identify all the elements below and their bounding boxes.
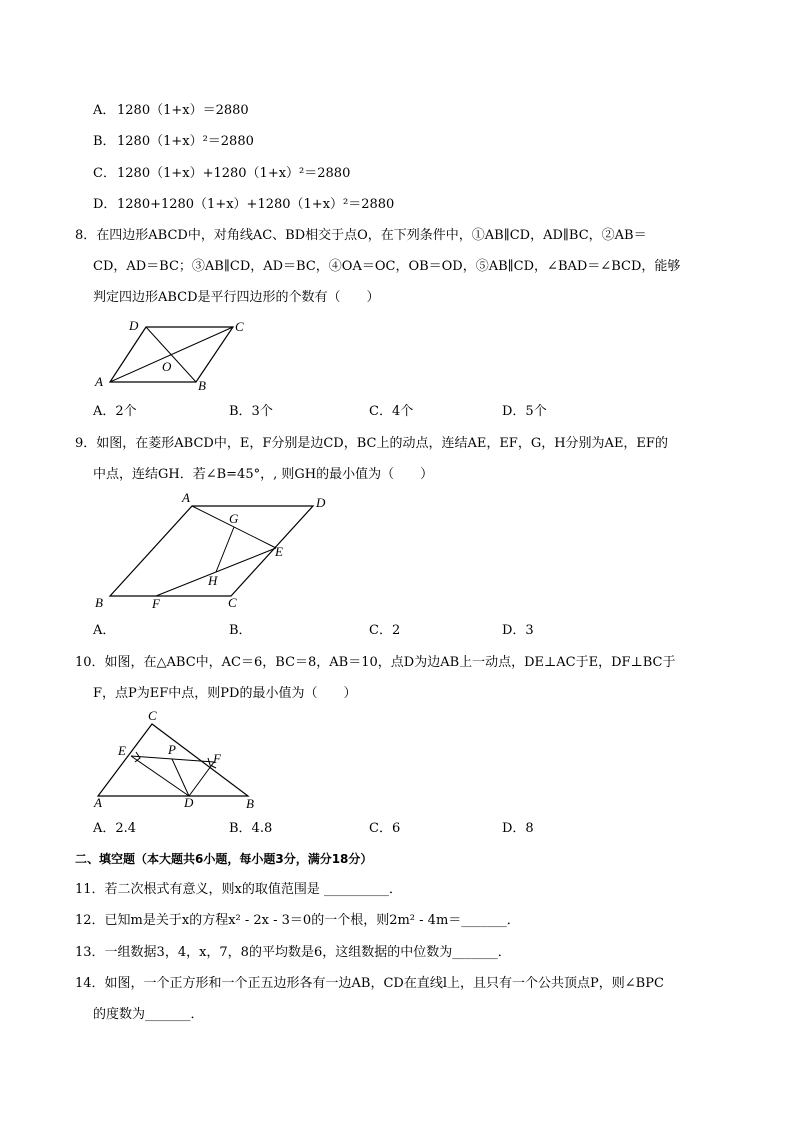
q8-label-o: O <box>162 359 172 374</box>
q9-label-a: A <box>182 490 190 505</box>
q8-label-c: C <box>235 319 244 334</box>
q10-option-b: B．4.8 <box>229 821 273 836</box>
q8-label-a: A <box>95 374 103 389</box>
q9-stem-line-2: 中点，连结GH．若∠B=45°，, 则GH的最小值为（ ） <box>93 467 434 482</box>
q9-stem-line-1: 9．如图，在菱形ABCD中，E，F分别是边CD，BC上的动点，连结AE，EF，G，H分别为AE，EF的 <box>75 436 668 451</box>
q9-label-e: E <box>275 544 283 559</box>
q10-option-c: C．6 <box>369 821 401 836</box>
q7-option-c: C． <box>93 166 116 181</box>
q14-stem-line-1: 14．如图，一个正方形和一个正五边形各有一边AB，CD在直线l上，且只有一个公共顶点P，则∠BPC <box>75 976 664 991</box>
q14-stem-line-2: 的度数为_______． <box>93 1007 204 1022</box>
q9-label-g: G <box>229 511 239 526</box>
q9-option-d: D．3 <box>502 623 534 638</box>
q9-option-c: C．2 <box>369 623 401 638</box>
q8-option-c: C．4个 <box>369 404 414 419</box>
section-2-heading: 二、填空题（本大题共6小题，每小题3分，满分18分） <box>75 852 373 866</box>
q8-stem-line-3: 判定四边形ABCD是平行四边形的个数有（ ） <box>93 290 380 305</box>
q7-option-a-text: 1280（1+x）＝2880 <box>117 103 249 118</box>
q10-label-a: A <box>94 795 102 810</box>
q8-option-d: D．5个 <box>502 404 547 419</box>
q7-option-b: B． <box>93 134 116 149</box>
q7-option-d-text: 1280+1280（1+x）+1280（1+x）²＝2880 <box>117 197 395 212</box>
q11-stem: 11．若二次根式有意义，则x的取值范围是 __________． <box>75 882 403 897</box>
q9-label-b: B <box>95 595 103 610</box>
q7-option-d: D． <box>93 197 117 212</box>
q10-right-angle-e <box>135 752 140 762</box>
q10-label-f: F <box>213 751 221 766</box>
q10-label-p: P <box>168 742 176 757</box>
q10-segment-df <box>189 762 214 796</box>
q9-label-f: F <box>152 596 160 611</box>
q8-option-b: B．3个 <box>229 404 273 419</box>
q9-option-b: B． <box>229 623 252 638</box>
q7-option-b-text: 1280（1+x）²＝2880 <box>117 134 254 149</box>
q7-option-c-text: 1280（1+x）+1280（1+x）²＝2880 <box>117 166 351 181</box>
q9-label-c: C <box>228 595 237 610</box>
q10-option-a: A．2.4 <box>93 821 137 836</box>
q7-option-a: A． <box>93 103 116 118</box>
q9-label-d: D <box>316 495 326 510</box>
q10-option-d: D．8 <box>502 821 534 836</box>
q12-stem: 12．已知m是关于x的方程x² - 2x - 3＝0的一个根，则2m² - 4m＝_______． <box>75 913 520 928</box>
q10-label-d: D <box>184 795 194 810</box>
q10-label-c: C <box>148 708 157 723</box>
q13-stem: 13．一组数据3，4，x，7，8的平均数是6，这组数据的中位数为_______． <box>75 945 511 960</box>
q9-option-a: A． <box>93 623 116 638</box>
q8-option-a: A．2个 <box>93 404 137 419</box>
q8-stem-line-1: 8．在四边形ABCD中，对角线AC、BD相交于点O，在下列条件中，①AB∥CD，AD∥BC，②AB＝ <box>75 228 647 243</box>
q8-label-b: B <box>198 378 206 393</box>
q10-label-b: B <box>246 796 254 811</box>
q8-label-d: D <box>129 318 139 333</box>
q9-label-h: H <box>208 573 218 588</box>
q8-stem-line-2: CD，AD＝BC；③AB∥CD，AD＝BC，④OA＝OC，OB＝OD，⑤AB∥CD，∠BAD＝∠BCD，能够 <box>93 259 681 274</box>
q10-stem-line-1: 10．如图，在△ABC中，AC＝6，BC＝8，AB＝10，点D为边AB上一动点，DE⊥AC于E，DF⊥BC于 <box>75 655 676 670</box>
q10-label-e: E <box>118 743 126 758</box>
q10-stem-line-2: F，点P为EF中点，则PD的最小值为（ ） <box>93 686 357 701</box>
